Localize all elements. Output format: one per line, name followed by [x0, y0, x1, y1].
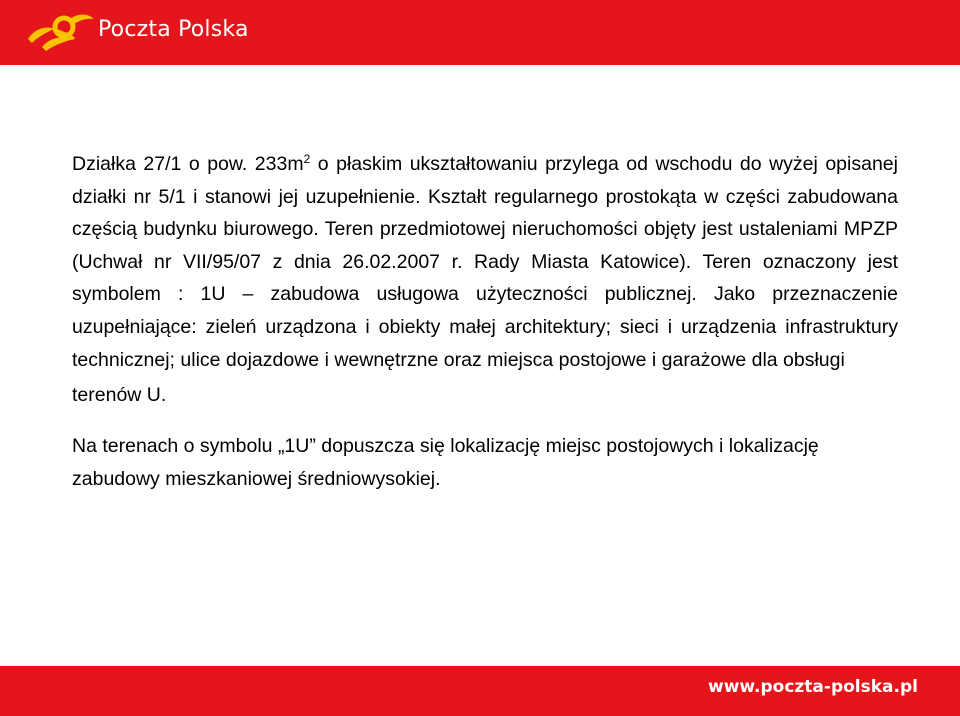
poczta-polska-posthorn-logo-icon: [24, 9, 96, 55]
paragraph1-tail: terenów U.: [72, 384, 167, 407]
paragraph1-part2: o płaskim ukształtowaniu przylega od wschodu do wyżej opisanej działki nr 5/1 i stanowi jej uzupełnienie. Kształt regularnego prostokąta w części zabudowana częścią budynku biurowego. Teren przedmiotowej nieruchomości objęty jest ustaleniami MPZP (Uchwał nr VII/95/07 z dnia 26.02.2007 r. Rady Miasta Katowice). Teren oznaczony jest symbolem : 1U – zabudowa usługowa użyteczności publicznej. Jako przeznaczenie uzupełniające: zieleń urządzona i obiekty małej architektury; sieci i urządzenia infrastruktury technicznej; ulice dojazdowe i wewnętrzne oraz miejsca postojowe i garażowe dla obsługi: [72, 153, 898, 371]
header-bar: [0, 0, 960, 65]
footer-bar: [0, 666, 960, 716]
brand-name: Poczta Polska: [98, 17, 249, 42]
main-content: [72, 148, 898, 496]
paragraph-plot-description: [72, 148, 898, 412]
area-unit-superscript: 2: [303, 152, 311, 166]
footer-website-url[interactable]: www.poczta-polska.pl: [708, 677, 918, 697]
paragraph1-part1: Działka 27/1 o pow. 233m: [72, 153, 304, 175]
paragraph-zoning-permission: Na terenach o symbolu „1U” dopuszcza się lokalizację miejsc postojowych i lokalizację zabudowy mieszkaniowej średniowysokiej.: [72, 434, 819, 490]
